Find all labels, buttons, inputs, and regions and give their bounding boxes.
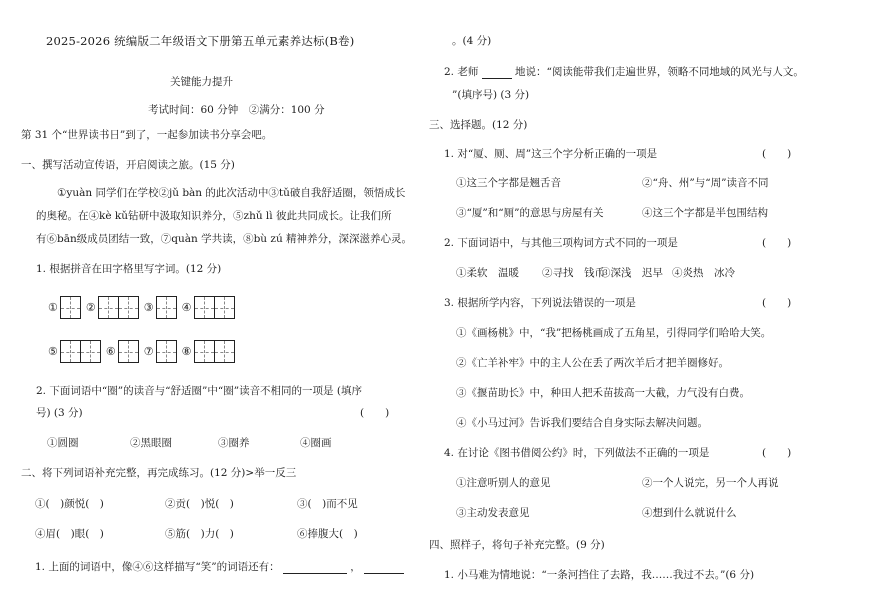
- tianzige-group-7: [156, 340, 176, 363]
- answer-paren[interactable]: ( ): [762, 148, 792, 160]
- section2-q2: [444, 65, 804, 79]
- section3-q1: 1. 对“厦、厕、周”这三个字分析正确的一项是: [444, 148, 658, 160]
- tianzige-cell[interactable]: [194, 340, 215, 363]
- q2-option-1: ①圆圈: [47, 437, 79, 449]
- passage-line-1: ①yuàn 同学们在学校②jǔ bàn 的此次活动中③tǔ破自我舒适圈，领悟成长: [57, 187, 406, 199]
- fill-item-5[interactable]: ⑤筋( )力( ): [165, 528, 234, 540]
- s3-q4-option-2: ②一个人说完，另一个人再说: [642, 477, 779, 489]
- section1-heading: 一、撰写活动宣传语，开启阅读之旅。(15 分): [21, 159, 235, 171]
- tianzige-group-3: [156, 296, 176, 319]
- tianzige-group-5: [60, 340, 100, 363]
- s3-q4-option-4: ④想到什么就说什么: [642, 507, 737, 519]
- section2-q2-prefix: 2. 老师: [444, 66, 479, 78]
- section3-heading: 三、选择题。(12 分): [429, 119, 528, 131]
- section1-q2-line1: 2. 下面词语中“圈”的读音与“舒适圈”中“圈”读音不相同的一项是 (填序: [36, 385, 362, 397]
- tianzige-cell[interactable]: [60, 340, 81, 363]
- section2-q1: 1. 上面的词语中，像④⑥这样描写“笑”的词语还有： ，: [35, 560, 404, 574]
- section1-q2-line2: 号) (3 分): [36, 407, 83, 419]
- s3-q1-option-4: ④这三个字都是半包围结构: [642, 207, 768, 219]
- page-title: 2025-2026 统编版二年级语文下册第五单元素养达标(B卷): [46, 34, 355, 48]
- grid-label: ⑤: [48, 345, 58, 358]
- s3-q1-option-1: ①这三个字都是翘舌音: [456, 177, 561, 189]
- section1-q1: 1. 根据拼音在田字格里写字词。(12 分): [36, 263, 222, 275]
- intro-text: 第 31 个“世界读书日”到了，一起参加读书分享会吧。: [21, 129, 273, 141]
- answer-paren[interactable]: ( ): [762, 447, 792, 459]
- fill-item-4[interactable]: ④眉( )眼( ): [35, 528, 104, 540]
- tianzige-cell[interactable]: [194, 296, 215, 319]
- tianzige-cell[interactable]: [118, 340, 139, 363]
- section2-q1-text: 1. 上面的词语中，像④⑥这样描写“笑”的词语还有：: [35, 561, 280, 573]
- grid-label: ②: [85, 301, 96, 314]
- section2-q2-text: 地说：“阅读能带我们走遍世界，领略不同地域的风光与人文。: [515, 66, 804, 78]
- grid-label: ⑧: [181, 345, 192, 358]
- page-subtitle: 关键能力提升: [170, 76, 233, 88]
- tianzige-cell[interactable]: [156, 296, 177, 319]
- q2-option-2: ②黑眼圈: [130, 437, 172, 449]
- grid-label: ①: [48, 301, 58, 314]
- passage-line-2: 的奥秘。在④kè kǔ钻研中汲取知识养分，⑤zhǔ lì 彼此共同成长。让我们所: [36, 210, 392, 222]
- answer-blank[interactable]: [283, 561, 347, 574]
- answer-blank[interactable]: [364, 561, 404, 574]
- tianzige-cell[interactable]: [214, 296, 235, 319]
- grid-label: ⑦: [143, 345, 154, 358]
- tianzige-group-8: [194, 340, 234, 363]
- s3-q1-option-3: ③“厦”和“厕”的意思与房屋有关: [456, 207, 604, 219]
- s3-q3-option-4: ④《小马过河》告诉我们要结合自身实际去解决问题。: [456, 417, 708, 429]
- exam-info: 考试时间：60 分钟 ②满分：100 分: [148, 104, 325, 116]
- grid-label: ③: [143, 301, 154, 314]
- s3-q2-option-3: ③深浅 迟早: [600, 267, 663, 279]
- tianzige-cell[interactable]: [214, 340, 235, 363]
- s3-q2-option-2: ②寻找 钱币: [542, 267, 605, 279]
- section2-q2-end: ”(填序号) (3 分): [452, 89, 530, 101]
- section2-q1-score: 。(4 分): [452, 35, 492, 47]
- tianzige-cell[interactable]: [156, 340, 177, 363]
- s3-q3-option-3: ③《揠苗助长》中，种田人把禾苗拔高一大截，力气没有白费。: [456, 387, 750, 399]
- tianzige-row-1: [48, 296, 240, 319]
- section2-heading: 二、将下列词语补充完整，再完成练习。(12 分)>举一反三: [21, 467, 297, 479]
- s3-q4-option-3: ③主动发表意见: [456, 507, 530, 519]
- fill-item-6[interactable]: ⑥捧腹大( ): [297, 528, 358, 540]
- tianzige-group-6: [118, 340, 138, 363]
- fill-item-3[interactable]: ③( )而不见: [297, 498, 358, 510]
- s3-q2-option-4: ④炎热 冰冷: [672, 267, 735, 279]
- grid-label: ④: [181, 301, 192, 314]
- tianzige-group-1: [60, 296, 80, 319]
- tianzige-group-2: [98, 296, 138, 319]
- passage-line-3: 有⑥bān级成员团结一致，⑦quàn 学共读，⑧bù zú 精神养分，深深滋养心灵。: [36, 233, 413, 245]
- answer-blank[interactable]: [482, 66, 512, 79]
- section4-q1: 1. 小马难为情地说：“一条河挡住了去路，我……我过不去。”(6 分): [444, 569, 755, 581]
- tianzige-cell[interactable]: [98, 296, 119, 319]
- q2-option-3: ③圈养: [218, 437, 250, 449]
- answer-paren[interactable]: ( ): [360, 407, 390, 419]
- section4-heading: 四、照样子，将句子补充完整。(9 分): [429, 539, 605, 551]
- tianzige-cell[interactable]: [60, 296, 81, 319]
- section3-q4: 4. 在讨论《图书借阅公约》时，下列做法不正确的一项是: [444, 447, 710, 459]
- s3-q2-option-1: ①柔软 温暖: [456, 267, 519, 279]
- section3-q2: 2. 下面词语中，与其他三项构词方式不同的一项是: [444, 237, 678, 249]
- tianzige-row-2: [48, 340, 240, 363]
- s3-q1-option-2: ②“舟、州”与“周”读音不同: [642, 177, 769, 189]
- s3-q3-option-1: ①《画杨桃》中，“我”把杨桃画成了五角星，引得同学们哈哈大笑。: [456, 327, 772, 339]
- grid-label: ⑥: [105, 345, 116, 358]
- answer-paren[interactable]: ( ): [762, 237, 792, 249]
- tianzige-cell[interactable]: [118, 296, 139, 319]
- s3-q4-option-1: ①注意听别人的意见: [456, 477, 551, 489]
- q2-option-4: ④圈画: [300, 437, 332, 449]
- fill-item-2[interactable]: ②贡( )悦( ): [165, 498, 234, 510]
- answer-paren[interactable]: ( ): [762, 297, 792, 309]
- tianzige-cell[interactable]: [80, 340, 101, 363]
- s3-q3-option-2: ②《亡羊补牢》中的主人公在丢了两次羊后才把羊圈修好。: [456, 357, 729, 369]
- fill-item-1[interactable]: ①( )颜悦( ): [35, 498, 104, 510]
- section3-q3: 3. 根据所学内容，下列说法错误的一项是: [444, 297, 636, 309]
- tianzige-group-4: [194, 296, 234, 319]
